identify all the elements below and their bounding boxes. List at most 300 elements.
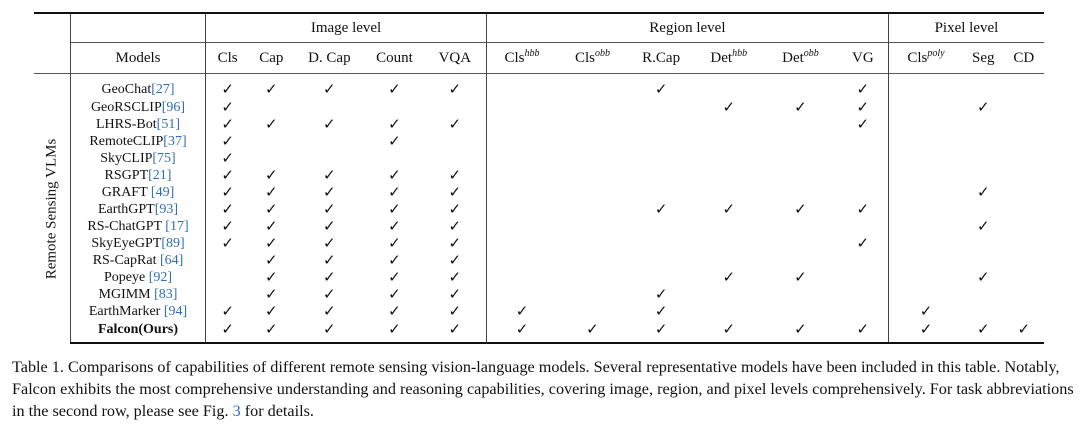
checkmark-icon: ✓ — [221, 97, 234, 116]
column-label-det_hbb: Det — [710, 49, 733, 66]
cell-cls_obb — [557, 252, 628, 269]
checkmark-icon: ✓ — [654, 199, 668, 218]
capability-comparison-table — [34, 12, 1044, 344]
cell-count — [365, 133, 424, 150]
cell-dcap — [294, 235, 366, 252]
cell-cls_hbb — [486, 99, 557, 116]
cell-cls_hbb — [486, 74, 557, 100]
cell-cls_poly — [888, 218, 963, 235]
column-label-vg: VG — [852, 49, 874, 66]
checkmark-icon: ✓ — [977, 97, 990, 116]
caption-text-end: for details. — [240, 402, 314, 420]
corner-cell-left — [34, 13, 70, 43]
cell-count — [365, 252, 424, 269]
cell-cap — [249, 99, 293, 116]
column-header-vg — [838, 43, 889, 74]
cell-cls — [206, 286, 249, 303]
checkmark-icon: ✓ — [265, 79, 278, 98]
cell-seg — [963, 235, 1003, 252]
checkmark-icon: ✓ — [586, 319, 599, 338]
cell-cls — [206, 235, 249, 252]
column-header-cls_poly — [888, 43, 963, 74]
column-label-rcap: R.Cap — [642, 49, 681, 66]
cell-cls_poly — [888, 150, 963, 167]
table-row — [34, 167, 1044, 184]
cell-det_hbb — [694, 252, 763, 269]
cell-cls_hbb — [486, 252, 557, 269]
checkmark-icon: ✓ — [977, 216, 990, 235]
checkmark-icon: ✓ — [323, 267, 336, 286]
checkmark-icon: ✓ — [323, 199, 336, 218]
cell-vg — [838, 133, 889, 150]
cell-cls_hbb — [486, 201, 557, 218]
cell-cls_obb — [557, 133, 628, 150]
model-name-cell — [70, 201, 205, 218]
cell-det_obb — [763, 252, 838, 269]
cell-cls — [206, 167, 249, 184]
model-name-cell — [70, 320, 205, 343]
cell-seg — [963, 303, 1003, 320]
checkmark-icon: ✓ — [265, 319, 278, 338]
cell-cap — [249, 150, 293, 167]
model-citation-link[interactable]: [37] — [163, 133, 187, 149]
checkmark-icon: ✓ — [388, 319, 401, 338]
column-header-cls_hbb — [486, 43, 557, 74]
model-name-cell — [70, 150, 205, 167]
cell-det_obb — [763, 235, 838, 252]
cell-seg — [963, 218, 1003, 235]
cell-cls — [206, 201, 249, 218]
cell-seg — [963, 252, 1003, 269]
cell-det_hbb — [694, 320, 763, 343]
cell-dcap — [294, 74, 366, 100]
checkmark-icon: ✓ — [856, 114, 870, 133]
cell-seg — [963, 286, 1003, 303]
cell-vqa — [424, 252, 487, 269]
checkmark-icon: ✓ — [221, 114, 234, 133]
table-row — [34, 303, 1044, 320]
cell-cls_obb — [557, 320, 628, 343]
model-name-cell — [70, 184, 205, 201]
cell-count — [365, 218, 424, 235]
checkmark-icon: ✓ — [265, 250, 278, 269]
checkmark-icon: ✓ — [388, 284, 401, 303]
cell-det_hbb — [694, 133, 763, 150]
cell-cd — [1003, 235, 1044, 252]
checkmark-icon: ✓ — [856, 79, 870, 98]
cell-count — [365, 201, 424, 218]
column-label-seg: Seg — [972, 49, 995, 66]
cell-cap — [249, 184, 293, 201]
cell-cls_obb — [557, 303, 628, 320]
cell-count — [365, 269, 424, 286]
checkmark-icon: ✓ — [794, 97, 807, 116]
checkmark-icon: ✓ — [448, 267, 462, 286]
checkmark-icon: ✓ — [448, 199, 462, 218]
column-label-cls_poly: Cls — [907, 49, 928, 66]
cell-vqa — [424, 99, 487, 116]
cell-seg — [963, 116, 1003, 133]
cell-cd — [1003, 201, 1044, 218]
cell-cls_obb — [557, 184, 628, 201]
model-citation-link[interactable]: [75] — [152, 150, 176, 166]
cell-vqa — [424, 74, 487, 100]
model-citation-link[interactable]: [49] — [150, 184, 175, 200]
checkmark-icon: ✓ — [221, 165, 234, 184]
model-citation-link[interactable]: [64] — [159, 252, 184, 268]
checkmark-icon: ✓ — [654, 319, 668, 338]
checkmark-icon: ✓ — [265, 284, 278, 303]
cell-seg — [963, 320, 1003, 343]
checkmark-icon: ✓ — [221, 199, 234, 218]
checkmark-icon: ✓ — [265, 199, 278, 218]
checkmark-icon: ✓ — [265, 267, 278, 286]
cell-seg — [963, 99, 1003, 116]
checkmark-icon: ✓ — [388, 216, 401, 235]
cell-cls_hbb — [486, 133, 557, 150]
cell-cls_poly — [888, 303, 963, 320]
cell-rcap — [628, 201, 695, 218]
cell-rcap — [628, 133, 695, 150]
column-superscript-det_obb: obb — [803, 47, 819, 59]
cell-vg — [838, 116, 889, 133]
cell-rcap — [628, 252, 695, 269]
checkmark-icon: ✓ — [265, 216, 278, 235]
corner-cell-left-2 — [34, 43, 70, 74]
cell-cls_obb — [557, 99, 628, 116]
cell-cap — [249, 303, 293, 320]
column-label-count: Count — [376, 49, 413, 66]
cell-cd — [1003, 303, 1044, 320]
cell-seg — [963, 269, 1003, 286]
cell-cls_poly — [888, 99, 963, 116]
cell-cls_obb — [557, 74, 628, 100]
cell-cd — [1003, 167, 1044, 184]
cell-vg — [838, 286, 889, 303]
checkmark-icon: ✓ — [221, 319, 234, 338]
model-name: GeoRSCLIP — [90, 99, 162, 115]
model-citation-link[interactable]: [93] — [154, 201, 179, 217]
cell-vqa — [424, 167, 487, 184]
cell-cap — [249, 116, 293, 133]
cell-det_hbb — [694, 218, 763, 235]
cell-seg — [963, 184, 1003, 201]
model-name: Falcon(Ours) — [97, 321, 179, 337]
checkmark-icon: ✓ — [448, 165, 462, 184]
checkmark-icon: ✓ — [388, 301, 401, 320]
table-row — [34, 201, 1044, 218]
cell-cd — [1003, 184, 1044, 201]
cell-cap — [249, 320, 293, 343]
cell-cls — [206, 269, 249, 286]
cell-vg — [838, 218, 889, 235]
model-name-cell — [70, 218, 205, 235]
checkmark-icon: ✓ — [448, 319, 462, 338]
cell-det_obb — [763, 286, 838, 303]
cell-vqa — [424, 303, 487, 320]
cell-cd — [1003, 133, 1044, 150]
cell-dcap — [294, 218, 366, 235]
cell-cls_poly — [888, 184, 963, 201]
cell-cls_hbb — [486, 235, 557, 252]
cell-det_hbb — [694, 184, 763, 201]
cell-cls — [206, 116, 249, 133]
model-name-cell — [70, 235, 205, 252]
checkmark-icon: ✓ — [448, 216, 462, 235]
cell-cls_hbb — [486, 269, 557, 286]
cell-dcap — [294, 133, 366, 150]
checkmark-icon: ✓ — [323, 79, 336, 98]
cell-cls_poly — [888, 116, 963, 133]
cell-cls_hbb — [486, 116, 557, 133]
cell-rcap — [628, 184, 695, 201]
table-row — [34, 74, 1044, 100]
cell-cls_hbb — [486, 167, 557, 184]
model-name: EarthMarker — [88, 303, 164, 319]
cell-vg — [838, 167, 889, 184]
checkmark-icon: ✓ — [722, 319, 736, 338]
cell-cls_obb — [557, 235, 628, 252]
cell-count — [365, 286, 424, 303]
pixel-level-header: Pixel level — [888, 13, 1044, 43]
cell-det_hbb — [694, 150, 763, 167]
column-header-dcap — [294, 43, 366, 74]
cell-vqa — [424, 269, 487, 286]
model-name-cell — [70, 252, 205, 269]
checkmark-icon: ✓ — [448, 79, 462, 98]
checkmark-icon: ✓ — [1017, 319, 1031, 338]
model-citation-link[interactable]: [94] — [163, 303, 188, 319]
cell-cls_hbb — [486, 286, 557, 303]
checkmark-icon: ✓ — [919, 319, 933, 338]
model-name: RSGPT — [104, 167, 149, 183]
cell-cap — [249, 269, 293, 286]
cell-cls — [206, 150, 249, 167]
column-header-row — [34, 43, 1044, 74]
cell-dcap — [294, 201, 366, 218]
cell-det_hbb — [694, 201, 763, 218]
model-name-cell — [70, 269, 205, 286]
cell-det_hbb — [694, 269, 763, 286]
cell-cap — [249, 252, 293, 269]
region-level-header: Region level — [486, 13, 888, 43]
cell-cls_obb — [557, 116, 628, 133]
cell-count — [365, 167, 424, 184]
checkmark-icon: ✓ — [515, 301, 529, 320]
column-superscript-det_hbb: hbb — [732, 47, 748, 59]
cell-cd — [1003, 99, 1044, 116]
column-header-cap — [249, 43, 293, 74]
checkmark-icon: ✓ — [856, 97, 870, 116]
column-label-det_obb: Det — [782, 49, 804, 66]
cell-cls_obb — [557, 269, 628, 286]
cell-cls_poly — [888, 320, 963, 343]
cell-rcap — [628, 150, 695, 167]
cell-count — [365, 74, 424, 100]
column-header-cls — [206, 43, 249, 74]
cell-det_hbb — [694, 99, 763, 116]
cell-cls — [206, 252, 249, 269]
cell-seg — [963, 201, 1003, 218]
cell-dcap — [294, 252, 366, 269]
caption-figure-ref[interactable]: 3 — [232, 402, 241, 420]
column-superscript-cls_obb: obb — [594, 47, 610, 59]
checkmark-icon: ✓ — [323, 165, 336, 184]
cell-cd — [1003, 320, 1044, 343]
cell-cls — [206, 320, 249, 343]
cell-cd — [1003, 218, 1044, 235]
cell-vg — [838, 320, 889, 343]
cell-cls_obb — [557, 218, 628, 235]
checkmark-icon: ✓ — [654, 301, 668, 320]
cell-vqa — [424, 133, 487, 150]
model-citation-link[interactable]: [96] — [161, 99, 186, 115]
table-row — [34, 235, 1044, 252]
checkmark-icon: ✓ — [977, 182, 990, 201]
cell-seg — [963, 74, 1003, 100]
column-header-count — [365, 43, 424, 74]
checkmark-icon: ✓ — [323, 319, 336, 338]
checkmark-icon: ✓ — [221, 182, 234, 201]
cell-vqa — [424, 184, 487, 201]
cell-vg — [838, 252, 889, 269]
model-name: EarthGPT — [97, 201, 155, 217]
model-citation-link[interactable]: [17] — [165, 218, 189, 234]
checkmark-icon: ✓ — [323, 182, 336, 201]
cell-dcap — [294, 150, 366, 167]
model-citation-link[interactable]: [27] — [151, 81, 175, 97]
cell-det_obb — [763, 133, 838, 150]
table-row — [34, 116, 1044, 133]
cell-cap — [249, 133, 293, 150]
column-header-seg — [963, 43, 1003, 74]
cell-cls — [206, 74, 249, 100]
column-superscript-cls_hbb: hbb — [524, 47, 540, 59]
cell-vg — [838, 184, 889, 201]
checkmark-icon: ✓ — [448, 284, 462, 303]
checkmark-icon: ✓ — [265, 165, 278, 184]
cell-cls_hbb — [486, 303, 557, 320]
cell-det_obb — [763, 99, 838, 116]
checkmark-icon: ✓ — [722, 97, 736, 116]
cell-count — [365, 99, 424, 116]
model-citation-link[interactable]: [89] — [161, 235, 185, 251]
checkmark-icon: ✓ — [323, 301, 336, 320]
model-citation-link[interactable]: [21] — [148, 167, 172, 183]
cell-vqa — [424, 235, 487, 252]
checkmark-icon: ✓ — [221, 148, 234, 167]
cell-rcap — [628, 116, 695, 133]
table-row — [34, 269, 1044, 286]
table-row — [34, 218, 1044, 235]
cell-det_obb — [763, 150, 838, 167]
checkmark-icon: ✓ — [388, 233, 401, 252]
cell-count — [365, 235, 424, 252]
cell-vqa — [424, 116, 487, 133]
cell-cap — [249, 74, 293, 100]
cell-cls — [206, 303, 249, 320]
model-citation-link[interactable]: [92] — [148, 269, 173, 285]
cell-seg — [963, 167, 1003, 184]
cell-cd — [1003, 74, 1044, 100]
cell-cap — [249, 235, 293, 252]
checkmark-icon: ✓ — [794, 267, 807, 286]
column-label-cls: Cls — [217, 49, 238, 66]
column-label-dcap: D. Cap — [308, 49, 351, 66]
column-label-cls_obb: Cls — [574, 49, 595, 66]
checkmark-icon: ✓ — [448, 233, 462, 252]
model-name: SkyCLIP — [100, 150, 153, 166]
checkmark-icon: ✓ — [323, 233, 336, 252]
cell-rcap — [628, 99, 695, 116]
model-citation-link[interactable]: [83] — [154, 286, 178, 302]
column-superscript-cls_poly: poly — [927, 47, 945, 59]
row-group-label: Remote Sensing VLMs — [43, 138, 60, 279]
cell-det_obb — [763, 218, 838, 235]
checkmark-icon: ✓ — [448, 114, 462, 133]
cell-cls — [206, 218, 249, 235]
model-name: MGIMM — [98, 286, 155, 302]
cell-cls_poly — [888, 286, 963, 303]
checkmark-icon: ✓ — [722, 267, 736, 286]
cell-cd — [1003, 150, 1044, 167]
column-header-rcap — [628, 43, 695, 74]
cell-cls_obb — [557, 201, 628, 218]
cell-det_obb — [763, 303, 838, 320]
cell-rcap — [628, 74, 695, 100]
checkmark-icon: ✓ — [323, 284, 336, 303]
model-name-cell — [70, 74, 205, 100]
cell-vqa — [424, 201, 487, 218]
column-label-cap: Cap — [259, 49, 284, 66]
model-name: GRAFT — [101, 184, 151, 200]
cell-det_obb — [763, 116, 838, 133]
model-name-cell — [70, 133, 205, 150]
model-name: RS-CapRat — [92, 252, 160, 268]
table-body — [34, 74, 1044, 344]
cell-cls_poly — [888, 269, 963, 286]
cell-cap — [249, 167, 293, 184]
cell-dcap — [294, 167, 366, 184]
column-label-cls_hbb: Cls — [504, 49, 525, 66]
checkmark-icon: ✓ — [221, 216, 234, 235]
cell-det_obb — [763, 320, 838, 343]
cell-det_hbb — [694, 235, 763, 252]
cell-det_hbb — [694, 116, 763, 133]
cell-vg — [838, 150, 889, 167]
checkmark-icon: ✓ — [722, 199, 736, 218]
checkmark-icon: ✓ — [654, 79, 668, 98]
cell-det_obb — [763, 184, 838, 201]
cell-rcap — [628, 269, 695, 286]
checkmark-icon: ✓ — [794, 319, 807, 338]
checkmark-icon: ✓ — [448, 301, 462, 320]
cell-cls_poly — [888, 252, 963, 269]
cell-cls_hbb — [486, 184, 557, 201]
checkmark-icon: ✓ — [221, 301, 234, 320]
column-header-det_obb — [763, 43, 838, 74]
checkmark-icon: ✓ — [856, 319, 870, 338]
checkmark-icon: ✓ — [221, 131, 234, 150]
cell-rcap — [628, 235, 695, 252]
checkmark-icon: ✓ — [323, 114, 336, 133]
capability-table-container — [34, 12, 1044, 344]
model-citation-link[interactable]: [51] — [156, 116, 180, 132]
cell-det_hbb — [694, 74, 763, 100]
checkmark-icon: ✓ — [265, 114, 278, 133]
group-header-row — [34, 13, 1044, 43]
checkmark-icon: ✓ — [388, 79, 401, 98]
